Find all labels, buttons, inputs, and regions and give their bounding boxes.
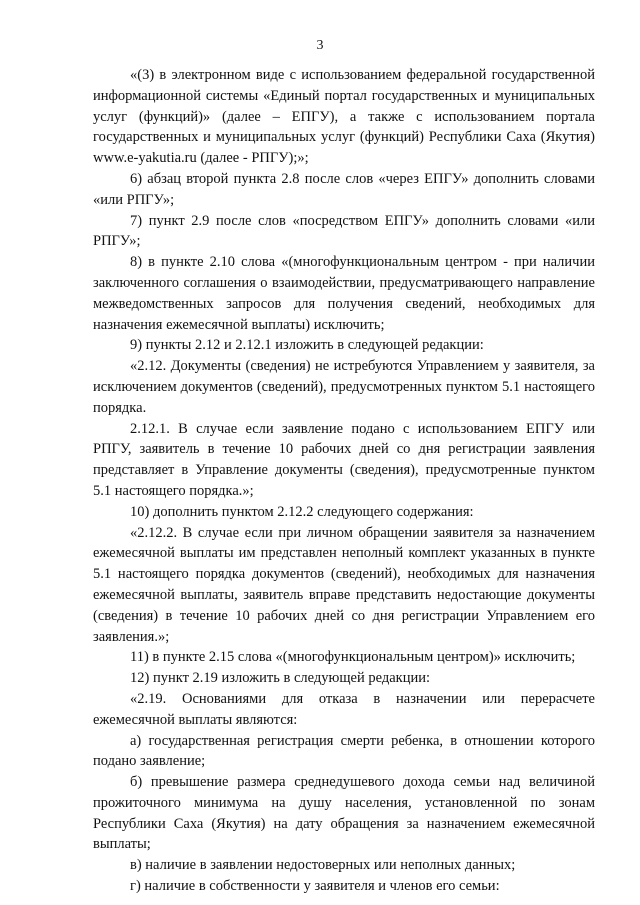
paragraph: в) наличие в заявлении недостоверных или неполных данных;: [130, 857, 516, 874]
page-number: 3: [316, 38, 324, 53]
paragraph: 11) в пункте 2.15 слова «(многофункциональным центром)» исключить;: [130, 649, 576, 666]
paragraph: «2.12.2. В случае если при личном обращении заявителя за назначением ежемесячной выплаты им представлен неполный комплект указанных в пункте 5.1 настоящего порядка документов (сведений), необходимых для назначения ежемесячной выплаты, заявитель вправе представить недостающие документы (сведения) в течение 10 рабочих дней со дня регистрации Управлением его заявления.»;: [93, 524, 595, 645]
paragraph: 10) дополнить пунктом 2.12.2 следующего содержания:: [130, 503, 474, 520]
paragraph: 2.12.1. В случае если заявление подано с использованием ЕПГУ или РПГУ, заявитель в течение 10 рабочих дней со дня регистрации заявления представляет в Управление документы (сведения), предусмотренные пунктом 5.1 настоящего порядка.»;: [93, 420, 595, 499]
paragraph: а) государственная регистрация смерти ребенка, в отношении которого подано заявление;: [93, 732, 595, 770]
paragraph: 6) абзац второй пункта 2.8 после слов «через ЕПГУ» дополнить словами «или РПГУ»;: [93, 170, 595, 208]
paragraph: 9) пункты 2.12 и 2.12.1 изложить в следующей редакции:: [130, 337, 484, 354]
paragraph: «2.19. Основаниями для отказа в назначении или перерасчете ежемесячной выплаты являются:: [93, 690, 595, 728]
paragraph: б) превышение размера среднедушевого дохода семьи над величиной прожиточного минимума на душу населения, установленной по зонам Республики Саха (Якутия) на дату обращения за назначением ежемесячной выплаты;: [93, 774, 595, 853]
paragraph: «2.12. Документы (сведения) не истребуются Управлением у заявителя, за исключением документов (сведений), предусмотренных пунктом 5.1 настоящего порядка.: [93, 358, 595, 416]
paragraph: «(3) в электронном виде с использованием федеральной государственной информационной системы «Единый портал государственных и муниципальных услуг (функций)» (далее – ЕПГУ), а также с использованием портала государственных и муниципальных услуг (функций) Республики Саха (Якутия) www.e-yakutia.ru (далее - РПГУ);»;: [93, 67, 595, 167]
paragraph: 8) в пункте 2.10 слова «(многофункциональным центром - при наличии заключенного соглашения о взаимодействии, предусматривающего направление межведомственных запросов для получения сведений, необходимых для назначения ежемесячной выплаты) исключить;: [93, 254, 595, 333]
document-body: [93, 65, 595, 897]
paragraph: г) наличие в собственности у заявителя и членов его семьи:: [130, 878, 500, 895]
paragraph: 7) пункт 2.9 после слов «посредством ЕПГУ» дополнить словами «или РПГУ»;: [93, 212, 595, 250]
paragraph: 12) пункт 2.19 изложить в следующей редакции:: [130, 670, 430, 687]
